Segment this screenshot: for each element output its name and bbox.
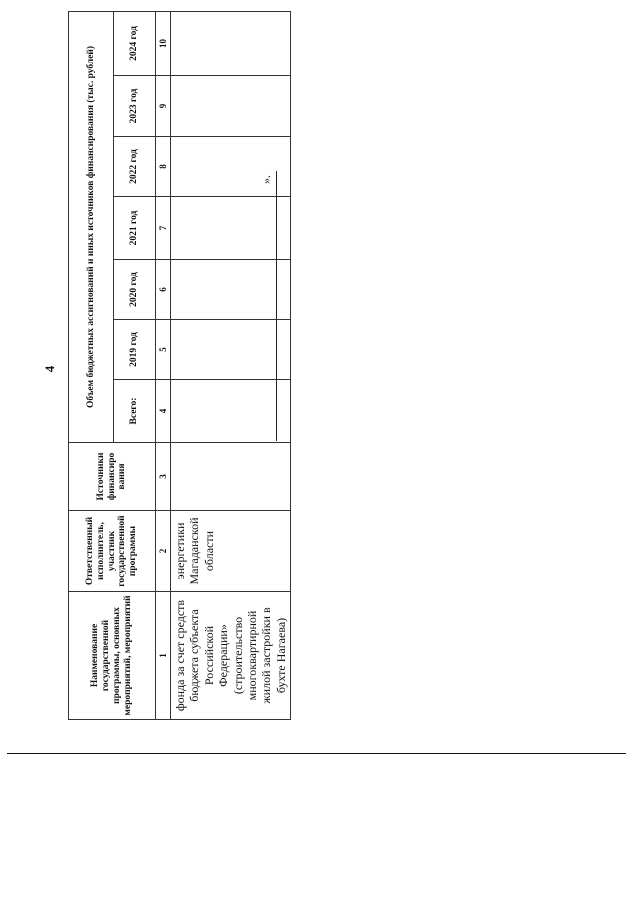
header-year: 2019 год xyxy=(114,320,156,380)
column-number: 7 xyxy=(156,197,171,260)
header-year: 2020 год xyxy=(114,260,156,320)
column-number: 6 xyxy=(156,260,171,320)
column-number: 2 xyxy=(156,511,171,592)
page-number: 4 xyxy=(42,365,57,373)
column-number: 5 xyxy=(156,320,171,380)
column-number: 4 xyxy=(156,380,171,443)
header-sources: Источники финансиро вания xyxy=(69,443,156,511)
header-year: 2022 год xyxy=(114,137,156,197)
row-year-cell xyxy=(171,11,291,75)
financing-table xyxy=(68,11,291,720)
column-number: 10 xyxy=(156,11,171,75)
header-volume: Объем бюджетных ассигнований и иных источников финансирования (тыс. рублей) xyxy=(69,11,114,442)
header-year: 2021 год xyxy=(114,197,156,260)
header-name: Наименование государственной программы, основных мероприятий, мероприятий xyxy=(69,592,156,720)
header-executor: Ответственный исполнитель, участник государственной программы xyxy=(69,511,156,592)
header-year: 2023 год xyxy=(114,76,156,137)
row-year-cell xyxy=(171,197,291,260)
column-number: 9 xyxy=(156,76,171,137)
row-year-cell xyxy=(171,137,291,197)
horizontal-rule xyxy=(7,753,626,754)
row-total-cell xyxy=(171,380,291,443)
header-year: 2024 год xyxy=(114,11,156,75)
rotated-page-content xyxy=(0,10,640,725)
column-number: 1 xyxy=(156,592,171,720)
row-year-cell xyxy=(171,76,291,137)
row-executor-cell: энергетики Магаданской области xyxy=(171,511,291,592)
closing-line xyxy=(276,171,277,441)
row-year-cell xyxy=(171,260,291,320)
column-number: 3 xyxy=(156,443,171,511)
row-year-cell xyxy=(171,320,291,380)
column-number: 8 xyxy=(156,137,171,197)
row-name-cell: фонда за счет средств бюджета субъекта Российской Федерации» (строительство многоквартирной жилой застройки в бухте Нагаева) xyxy=(171,592,291,720)
row-sources-cell xyxy=(171,443,291,511)
closing-quote-mark: ». xyxy=(259,175,273,184)
header-total: Всего: xyxy=(114,380,156,443)
